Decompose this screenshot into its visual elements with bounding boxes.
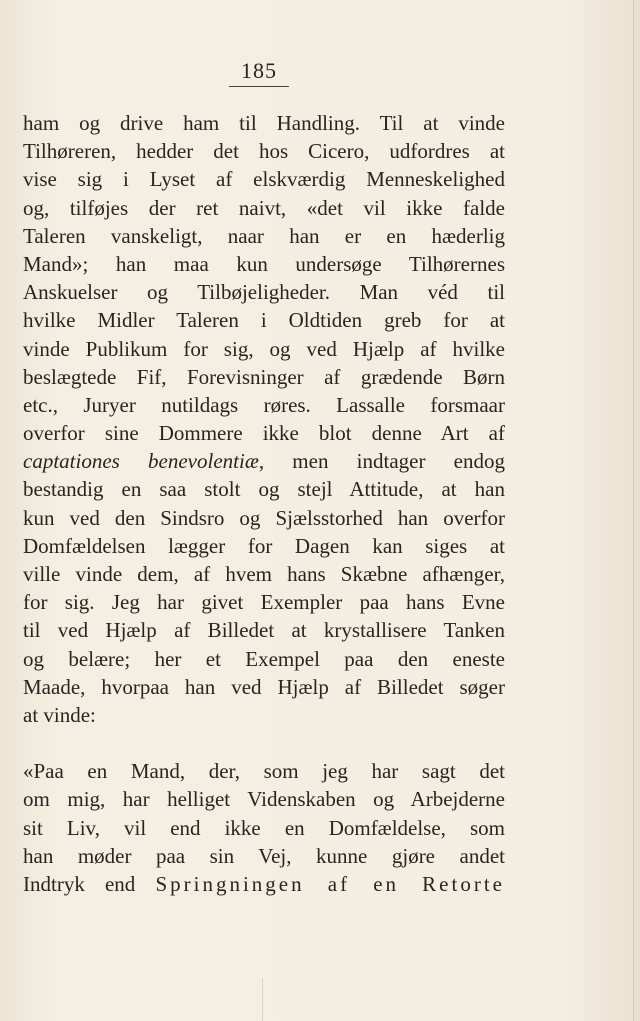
text-line: Mand»; han maa kun undersøge Tilhørernes [23,251,505,276]
text-line: Tilhøreren, hedder det hos Cicero, udfordres at [23,139,505,164]
text-line: «Paa en Mand, der, som jeg har sagt det [23,759,505,784]
text-line: ville vinde dem, af hvem hans Skæbne afhænger, [23,562,505,586]
text-line-with-spacing [23,870,505,898]
paragraph-1 [23,109,505,729]
text-line: han møder paa sin Vej, kunne gjøre andet [23,843,505,868]
page-fold-shadow [0,978,263,1021]
text-line: Anskuelser og Tilbøjeligheder. Man véd til [23,280,505,305]
body-text [23,109,505,898]
text-line: vise sig i Lyset af elskværdig Menneskelighed [23,167,505,192]
text-line: ham og drive ham til Handling. Til at vinde [23,111,505,135]
text-line: til ved Hjælp af Billedet at krystallisere Tanken [23,618,505,643]
text-line: og, tilføjes der ret naivt, «det vil ikke falde [23,195,505,220]
paragraph-2-quotation [23,757,505,898]
text-line: Maade, hvorpaa han ved Hjælp af Billedet søger [23,674,505,699]
text-line: og belære; her et Exempel paa den eneste [23,646,505,671]
text-line: beslægtede Fif, Forevisninger af grædende Børn [23,364,505,389]
text-line-with-italic [23,447,505,475]
page-number: 185 [229,58,289,87]
text-line: etc., Juryer nutildags røres. Lassalle forsmaar [23,392,505,417]
italic-phrase: captationes benevolentiæ [23,449,259,474]
text-line: overfor sine Dommere ikke blot denne Art af [23,421,505,446]
text-line: Taleren vanskeligt, naar han er en hæderlig [23,223,505,248]
text-line: bestandig en saa stolt og stejl Attitude, at han [23,477,505,502]
text-fragment: , men indtager endog [258,449,505,474]
text-line: at vinde: [23,702,96,727]
text-line: sit Liv, vil end ikke en Domfældelse, som [23,815,505,840]
paragraph-gap [23,729,505,757]
text-line: om mig, har helliget Videnskaben og Arbejderne [23,787,505,812]
text-line: hvilke Midler Taleren i Oldtiden greb for at [23,308,505,333]
page-edge [633,0,634,1021]
text-line: vinde Publikum for sig, og ved Hjælp af hvilke [23,336,505,361]
text-fragment: Indtryk end [23,871,156,896]
text-line: Domfældelsen lægger for Dagen kan siges at [23,533,505,558]
text-line: for sig. Jeg har givet Exempler paa hans Evne [23,590,505,615]
spaced-phrase: Springningen af en Retorte [155,871,505,896]
text-line: kun ved den Sindsro og Sjælsstorhed han overfor [23,505,505,530]
